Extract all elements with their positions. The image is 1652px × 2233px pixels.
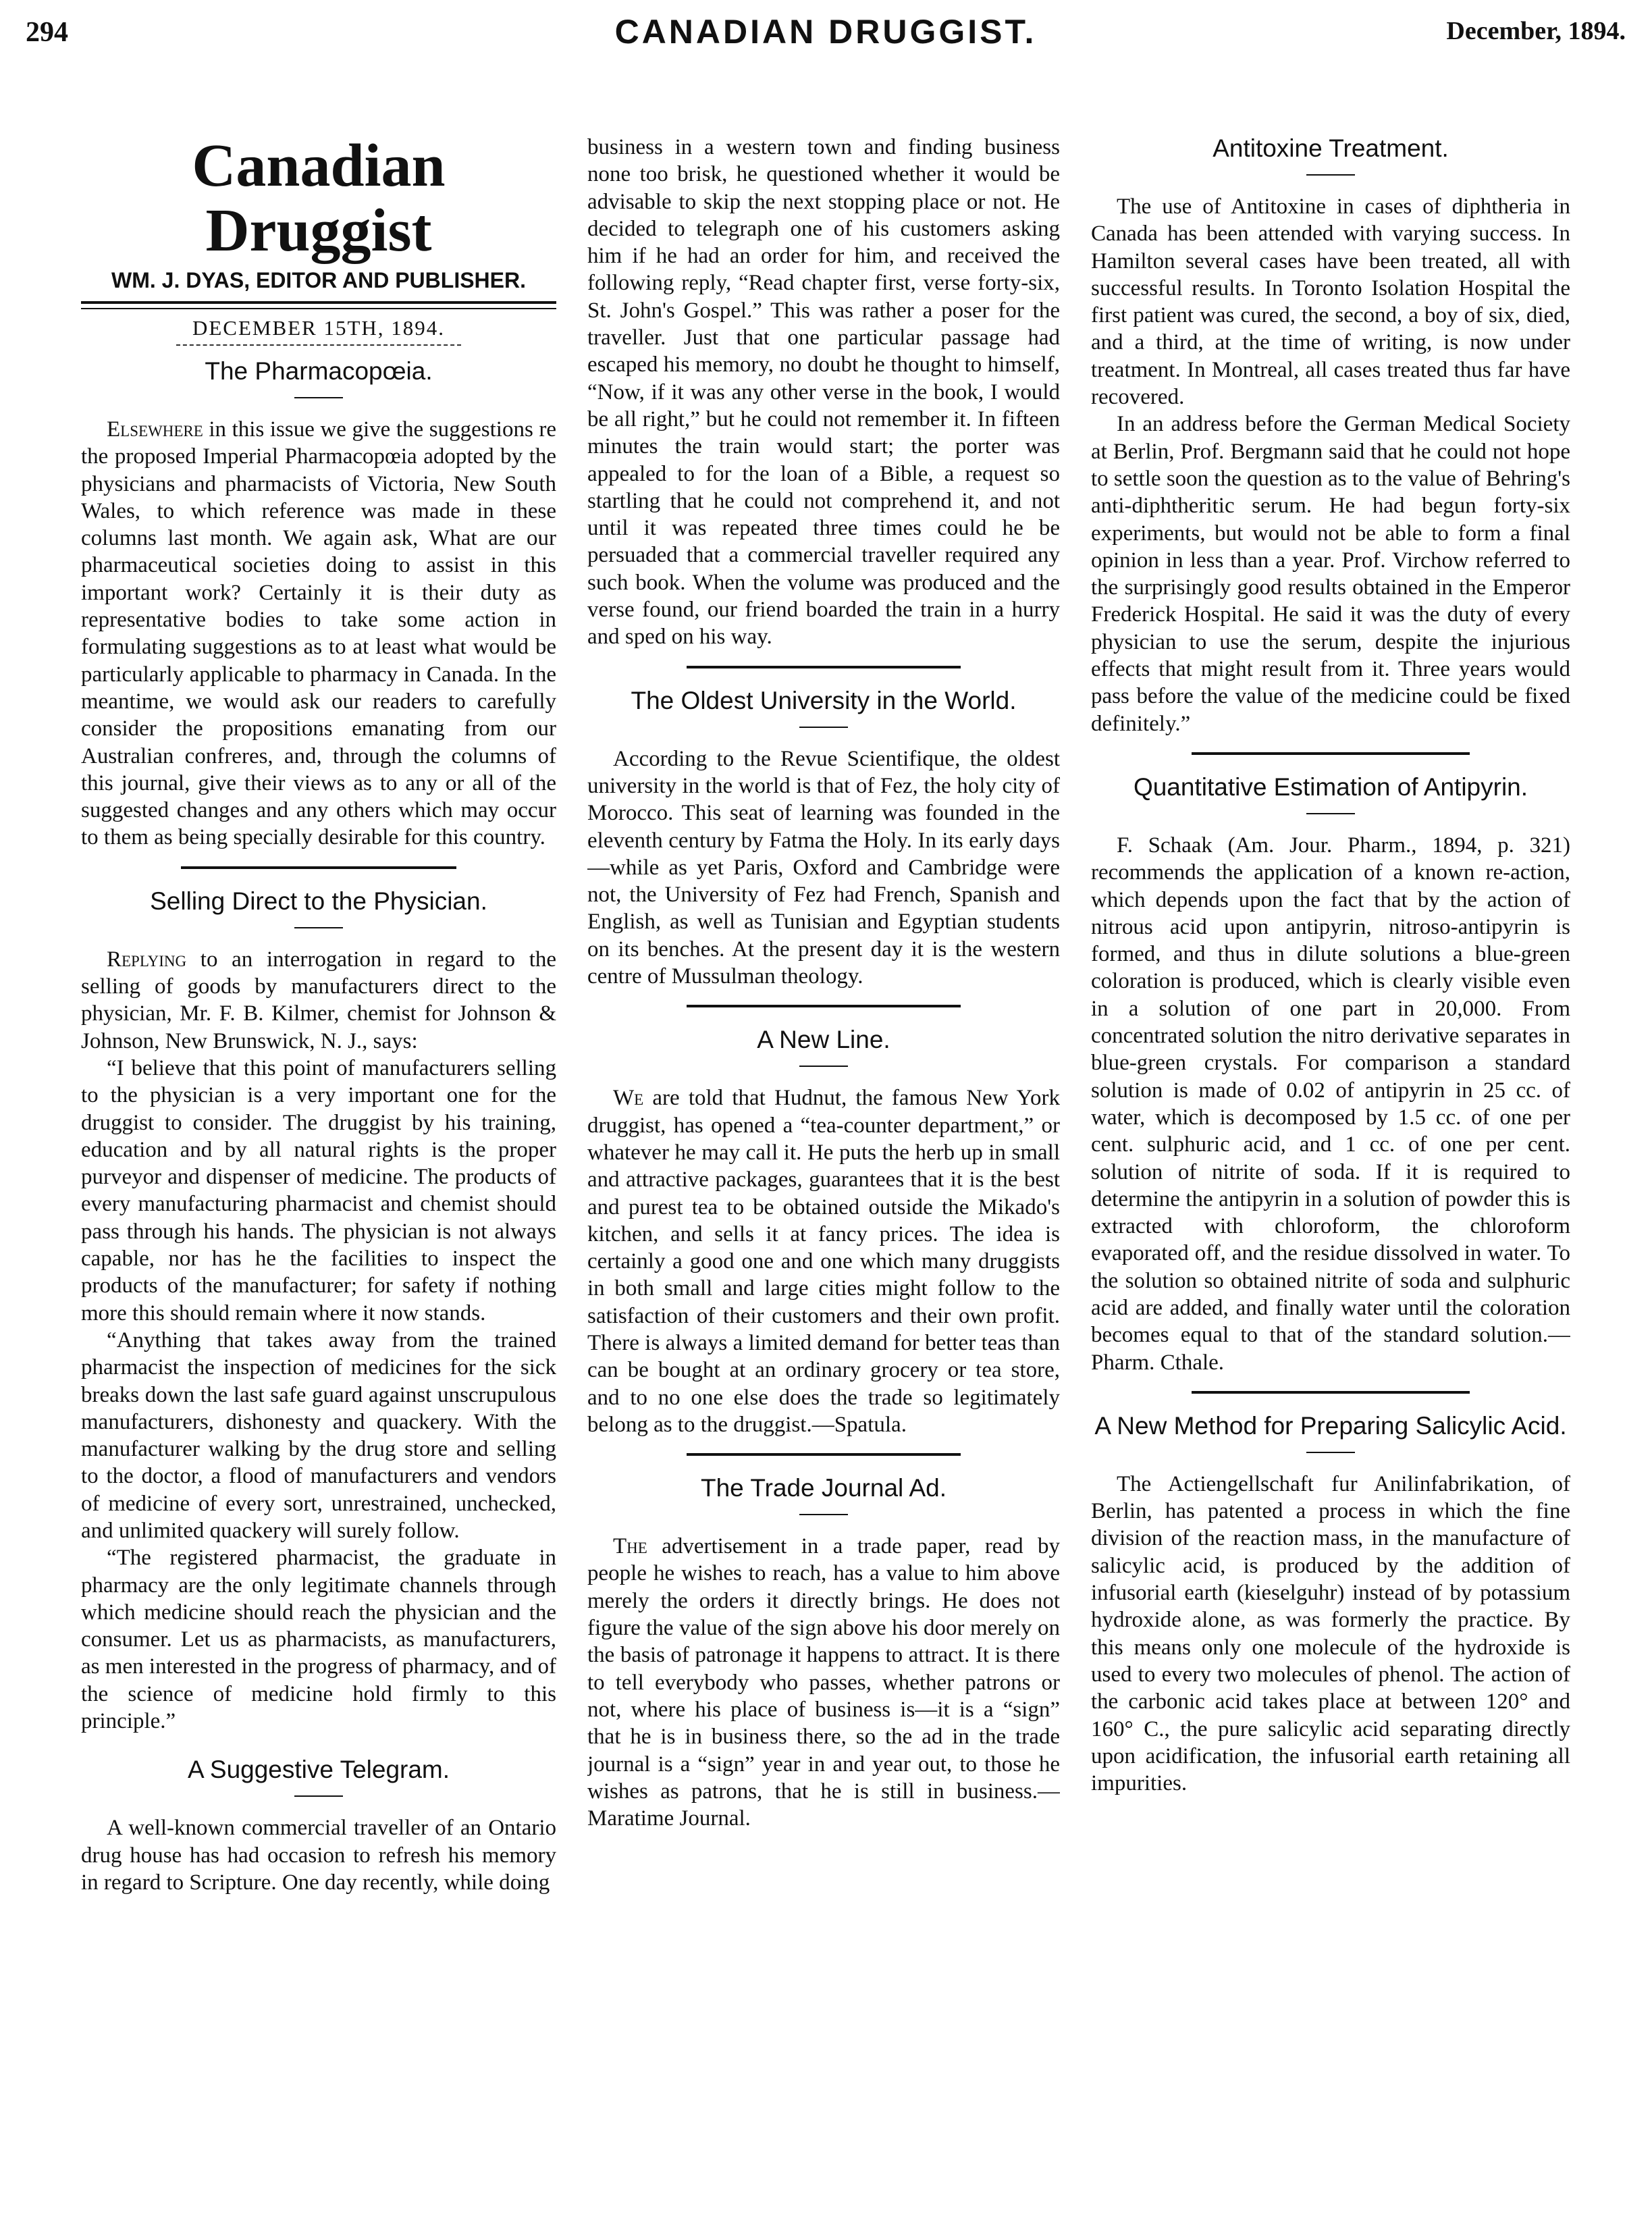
article-title-oldest-university: The Oldest University in the World. (631, 686, 1017, 714)
article-body-telegram: A well-known commercial traveller of an Ontario drug house has had occasion to refresh his memory in regard to Scripture. One day recently, while doing (81, 1816, 556, 1895)
paragraph: “I believe that this point of manufacturers selling to the physician is a very important one for the druggist to consider. The druggist by his training, education and by all natural rights is the proper purveyor and dispenser of medicine. The products of every manufacturing pharmacist and chemist should pass through his hands. The physician is not always capable, nor has he the facilities to inspect the products of the manufacturer; for safety if nothing more this should remain where it now stands. (81, 1055, 556, 1325)
page-number: 294 (26, 17, 68, 48)
title-rule (294, 927, 343, 928)
date-rule (176, 344, 461, 346)
article-body-telegram-continued: business in a western town and finding business none too brisk, he questioned whether it would be advisable to skip the next stopping place or not. He decided to telegraph one of his customers asking him if he had an order for him, and received the following reply, “Read chapter first, verse forty-six, St. John's Gospel.” This was rather a poser for the traveller. Just that one particular passage had escaped his memory, no doubt he thought to himself, “Now, if it was any other verse in the book, I would be all right,” but he could not remember it. In fifteen minutes the train would start; the porter was appealed to for the loan of a Bible, a request so startling that he could not comprehend it, and not until it was repeated three times could he be persuaded that a commercial traveller required any such book. When the volume was produced and the verse found, our friend boarded the train in a hurry and sped on his way. (587, 135, 1060, 650)
lead-word: Elsewhere (107, 417, 203, 442)
article-title-antipyrin: Quantitative Estimation of Antipyrin. (1133, 772, 1528, 801)
title-rule (294, 397, 343, 398)
paragraph-text: to an interrogation in regard to the selling of goods by manufacturers direct to the physician, Mr. F. B. Kilmer, chemist for Johnson & Johnson, New Brunswick, N. J., says: (81, 947, 556, 1053)
column-2 (587, 134, 1060, 2200)
article-separator (1192, 752, 1470, 755)
title-rule (1306, 1452, 1355, 1453)
article-separator (1192, 1391, 1470, 1394)
paragraph: “The registered pharmacist, the graduate in pharmacy are the only legitimate channels through which medicine should reach the physician and the consumer. Let us as pharmacists, as manufacturers, as men interested in the progress of pharmacy, and of the science of medicine hold firmly to this principle.” (81, 1546, 556, 1734)
article-body-oldest-university: According to the Revue Scientifique, the oldest university in the world is that of Fez, the holy city of Morocco. This seat of learning was founded in the eleventh century by Fatma the Holy. In its early days—while as yet Paris, Oxford and Cambridge were not, the University of Fez had French, Spanish and English, as well as Tunisian and Egyptian students on its benches. At the present day it is the western centre of Mussulman theology. (587, 746, 1060, 989)
lead-word: We (613, 1086, 644, 1111)
article-body-trade-journal (587, 1533, 1060, 1832)
lead-word: Replying (107, 947, 187, 972)
column-3 (1091, 134, 1570, 2200)
article-separator (687, 666, 961, 668)
masthead-rule (81, 301, 556, 309)
title-rule (799, 1066, 848, 1067)
article-body-antipyrin: F. Schaak (Am. Jour. Pharm., 1894, p. 321) recommends the application of a known re-action, which depends upon the fact that by the action of nitrous acid upon antipyrin, nitroso-antipyrin is formed, and thus in dilute solutions a blue-green coloration is produced, which is clearly visible even in a solution of one part in 20,000. From concentrated solution the nitro derivative separates in blue-green crystals. For comparison a standard solution is made of 0.02 of antipyrin in 25 cc. of water, which is decomposed by 1.5 cc. of one per cent. sulphuric acid, and 1 cc. of one per cent. solution of nitrite of soda. If it is required to determine the antipyrin in a solution of powder this is extracted with chloroform, the chloroform evaporated off, and the residue dissolved in water. To the solution so obtained nitrite of soda and sulphuric acid are added, and finally water until the coloration becomes equal to that of the standard solution.—Pharm. Cthale. (1091, 833, 1570, 1375)
article-body-salicylic: The Actiengellschaft fur Anilinfabrikation, of Berlin, has patented a process in which the fine division of the reaction mass, in the manufacture of salicylic acid, is produced by the addition of infusorial earth (kieselguhr) instead of by potassium hydroxide alone, as was formerly the practice. By this means only one molecule of the hydroxide is used to every two molecules of phenol. The action of the carbonic acid takes place at between 120° and 160° C., the pure salicylic acid separating directly upon acidification, the infusorial earth retaining all impurities. (1091, 1471, 1570, 1796)
article-title-telegram: A Suggestive Telegram. (187, 1756, 450, 1784)
article-title-new-line: A New Line. (757, 1026, 890, 1054)
paragraph-text: advertisement in a trade paper, read by people he wishes to reach, has a value to him above merely the orders it directly brings. He does not figure the value of the sign above his door merely on the basis of patronage it happens to attract. It is there to tell everybody who passes, whether patrons or not, where his place of business is—it is a “sign” that he is in business there, so the ad in the trade journal is a “sign” year in and year out, to those he wishes as patrons, that he is still in business.—Maratime Journal. (587, 1534, 1060, 1831)
paragraph: “Anything that takes away from the trained pharmacist the inspection of medicines for the sick breaks down the last safe guard against unscrupulous manufacturers, dishonesty and quackery. With the manufacturer walking by the drug store and selling to the doctor, a flood of manufacturers and vendors of medicine of every sort, unrestrained, unchecked, and unlimited quackery will surely follow. (81, 1328, 556, 1543)
article-body-pharmacopoeia (81, 416, 556, 851)
issue-month: December, 1894. (1446, 17, 1626, 45)
title-rule (294, 1795, 343, 1797)
article-body-antitoxine: The use of Antitoxine in cases of diphtheria in Canada has been attended with varying success. In Hamilton several cases have been treated, all with successful results. In Toronto Isolation Hospital the first patient was cured, the second, a boy of six, died, and a third, at the time of writing, is now under treatment. In Montreal, all cases treated thus far have recovered. (1091, 194, 1570, 410)
masthead-editor: WM. J. DYAS, EDITOR AND PUBLISHER. (111, 268, 526, 292)
article-title-selling-direct: Selling Direct to the Physician. (150, 887, 487, 915)
title-rule (1306, 174, 1355, 176)
paragraph: In an address before the German Medical Society at Berlin, Prof. Bergmann said that he could not hope to settle soon the question as to the value of Behring's anti-diphtheritic serum. He had begun forty-six experiments, but would not be able to form a final opinion in less than a year. Prof. Virchow referred to the surprisingly good results obtained in the Emperor Frederick Hospital. He said it was the duty of every physician to use the serum, despite the injurious effects that might result from it. Three years would pass before the value of the medicine could be fixed definitely.” (1091, 412, 1570, 736)
title-rule (1306, 813, 1355, 814)
masthead-title: Canadian Druggist (192, 134, 446, 264)
article-body-new-line (587, 1084, 1060, 1438)
article-separator (687, 1005, 961, 1007)
article-body-selling-direct (81, 946, 556, 1055)
paragraph-text: in this issue we give the suggestions re the proposed Imperial Pharmacopœia adopted by the physicians and pharmacists of Victoria, New South Wales, to which reference was made in these columns last month. We again ask, What are our pharmaceutical societies doing to assist in this important work? Certainly it is their duty as representative bodies to take some action in formulating suggestions as to at least what would be particularly applicable to pharmacy in Canada. In the meantime, we would ask our readers to carefully consider the propositions emanating from our Australian confreres, and, through the columns of this journal, give their views as to any or all of the suggested changes and any others which may occur to them as being specially desirable for this country. (81, 417, 556, 850)
article-separator (687, 1453, 961, 1456)
paragraph-text: are told that Hudnut, the famous New York druggist, has opened a “tea-counter department,” or whatever he may call it. He puts the herb up in small and attractive packages, guarantees that it is the best and purest tea to be obtained outside the Mikado's kitchen, and sells it at fancy prices. The idea is certainly a good one and one which many druggists in both small and large cities might follow to the satisfaction of their customers and their own profit. There is always a limited demand for better teas than can be bought at an ordinary grocery or tea store, and to no one else does the trade so legitimately belong as to the druggist.—Spatula. (587, 1086, 1060, 1437)
title-rule (799, 727, 848, 728)
article-separator (181, 866, 456, 869)
column-1 (81, 134, 556, 2200)
article-title-trade-journal: The Trade Journal Ad. (700, 1474, 947, 1502)
article-title-antitoxine: Antitoxine Treatment. (1213, 134, 1449, 162)
running-header (26, 12, 1626, 65)
lead-word: The (613, 1534, 647, 1559)
masthead-date: DECEMBER 15TH, 1894. (192, 316, 446, 340)
journal-name: CANADIAN DRUGGIST. (614, 13, 1037, 51)
article-title-pharmacopoeia: The Pharmacopœia. (205, 357, 433, 385)
article-title-salicylic: A New Method for Preparing Salicylic Acid. (1094, 1411, 1567, 1440)
title-rule (799, 1514, 848, 1515)
